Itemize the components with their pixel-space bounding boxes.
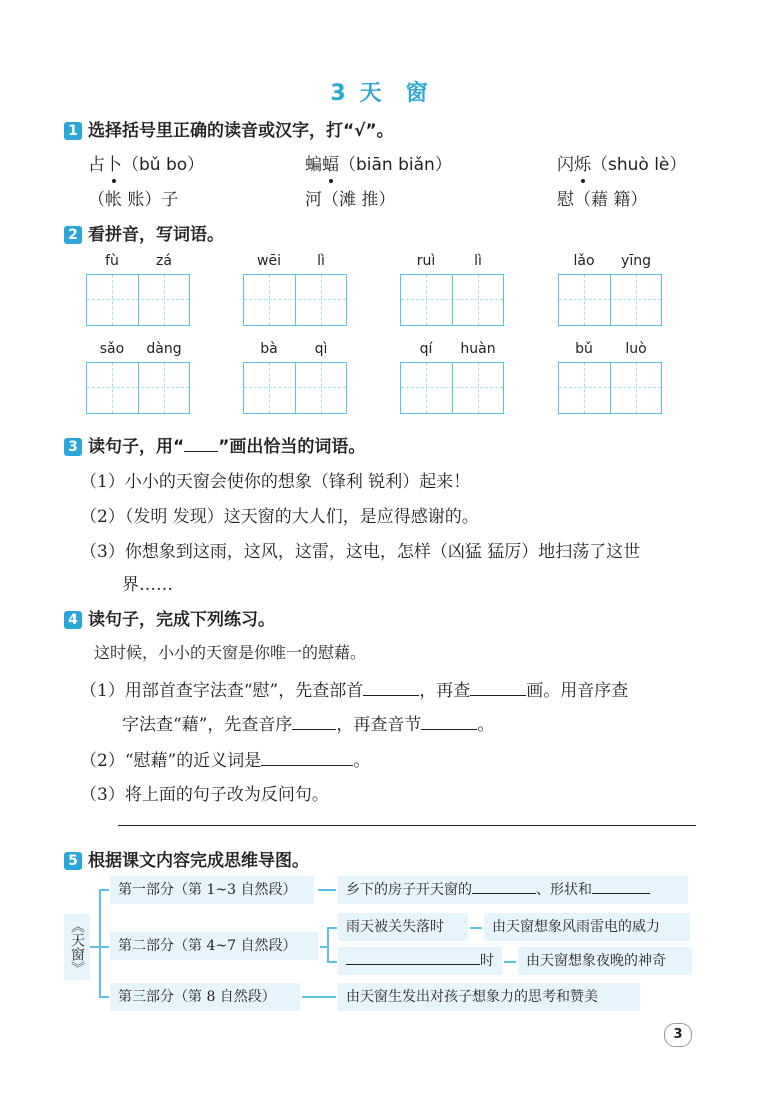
writing-grid[interactable]	[558, 362, 662, 414]
answer-blank[interactable]	[261, 751, 353, 766]
writing-grid[interactable]	[400, 274, 504, 326]
q3-sentence-1: （1）小小的天窗会使你的想象（锋利 锐利）起来！	[80, 472, 471, 492]
pinyin: fù	[105, 253, 119, 269]
connector	[302, 996, 336, 998]
answer-blank[interactable]	[592, 879, 650, 894]
answer-blank[interactable]	[470, 681, 526, 696]
q4-task-2: （2）“慰藉”的近义词是 。	[80, 751, 371, 771]
mindmap-root: 《天窗》	[64, 914, 90, 980]
connector	[99, 889, 101, 997]
connector	[327, 961, 337, 963]
pinyin: sǎo	[99, 341, 125, 357]
q4-task-3: （3）将上面的句子改为反问句。	[80, 785, 329, 805]
mindmap-part-2: 第二部分（第 4~7 自然段）	[110, 932, 318, 960]
writing-grid[interactable]	[86, 274, 190, 326]
q1-item-2: 蝙蝠（biān biǎn）	[305, 150, 452, 175]
mindmap-part-2-result-1: 由天窗想象风雨雷电的威力	[484, 913, 690, 941]
connector	[327, 927, 329, 962]
connector	[99, 946, 109, 948]
page-title: 3 天 窗	[330, 81, 430, 106]
answer-line[interactable]	[118, 825, 696, 826]
q4-task-1-cont: 字法查“藉”，先查音序 ，再查音节 。	[122, 715, 495, 735]
pinyin: lì	[474, 253, 482, 269]
writing-grid[interactable]	[86, 362, 190, 414]
answer-blank[interactable]	[292, 715, 336, 730]
pinyin: yīng	[621, 253, 651, 269]
pinyin: bǔ	[575, 341, 593, 357]
q1-item-3: 闪烁（shuò lè）	[557, 150, 686, 175]
mindmap-part-3-detail: 由天窗生发出对孩子想象力的思考和赞美	[338, 983, 640, 1011]
writing-grid[interactable]	[400, 362, 504, 414]
connector	[318, 889, 336, 891]
q1-item-6: 慰（藉 籍）	[557, 190, 648, 210]
writing-grid[interactable]	[243, 274, 347, 326]
question-4-heading: 4 读句子，完成下列练习。	[64, 605, 275, 630]
mindmap-part-2-cause-2: 时	[338, 947, 502, 975]
mindmap-part-1: 第一部分（第 1~3 自然段）	[110, 876, 314, 904]
connector	[99, 996, 109, 998]
q3-sentence-2: （2）（发明 发现）这天窗的大人们，是应得感谢的。	[80, 507, 479, 527]
connector	[470, 927, 482, 929]
connector	[99, 889, 109, 891]
pinyin: bà	[260, 341, 278, 357]
pinyin: lì	[317, 253, 325, 269]
pinyin: lǎo	[573, 253, 595, 269]
writing-grid[interactable]	[243, 362, 347, 414]
q3-sentence-3: （3）你想象到这雨，这风，这雷，这电，怎样（凶猛 猛厉）地扫荡了这世	[80, 542, 641, 562]
question-5-heading: 5 根据课文内容完成思维导图。	[64, 846, 309, 871]
pinyin: qí	[419, 341, 433, 357]
page-number: 3	[664, 1023, 692, 1047]
mindmap-part-1-detail: 乡下的房子开天窗的 、形状和	[338, 876, 688, 904]
pinyin: huàn	[460, 341, 496, 357]
q1-item-1: 占卜（bǔ bo）	[88, 150, 204, 175]
answer-blank[interactable]	[421, 715, 477, 730]
pinyin: luò	[625, 341, 647, 357]
question-1-heading: 1 选择括号里正确的读音或汉字，打“√”。	[64, 116, 394, 141]
connector	[327, 927, 337, 929]
pinyin: ruì	[416, 253, 436, 269]
pinyin: dàng	[146, 341, 182, 357]
answer-blank[interactable]	[363, 681, 419, 696]
q4-task-1: （1）用部首查字法查“慰”，先查部首 ，再查 画。用音序查	[80, 681, 629, 701]
underline-sample	[184, 437, 218, 452]
answer-blank[interactable]	[472, 879, 536, 894]
pinyin: wēi	[257, 253, 281, 269]
connector	[504, 961, 516, 963]
mindmap-part-2-result-2: 由天窗想象夜晚的神奇	[518, 947, 692, 975]
pinyin: qì	[314, 341, 328, 357]
mindmap-part-2-cause-1: 雨天被关失落时	[338, 913, 468, 941]
question-2-heading: 2 看拼音，写词语。	[64, 220, 224, 245]
mindmap-part-3: 第三部分（第 8 自然段）	[110, 983, 300, 1011]
writing-grid[interactable]	[558, 274, 662, 326]
q1-item-4: （帐 账）子	[88, 190, 179, 210]
q1-item-5: 河（滩 推）	[305, 190, 396, 210]
question-3-heading: 3 读句子，用“ ”画出恰当的词语。	[64, 432, 365, 457]
pinyin: zá	[156, 253, 172, 269]
q4-passage: 这时候，小小的天窗是你唯一的慰藉。	[94, 643, 367, 662]
q3-sentence-3-cont: 界……	[122, 575, 173, 595]
answer-blank[interactable]	[346, 950, 480, 965]
